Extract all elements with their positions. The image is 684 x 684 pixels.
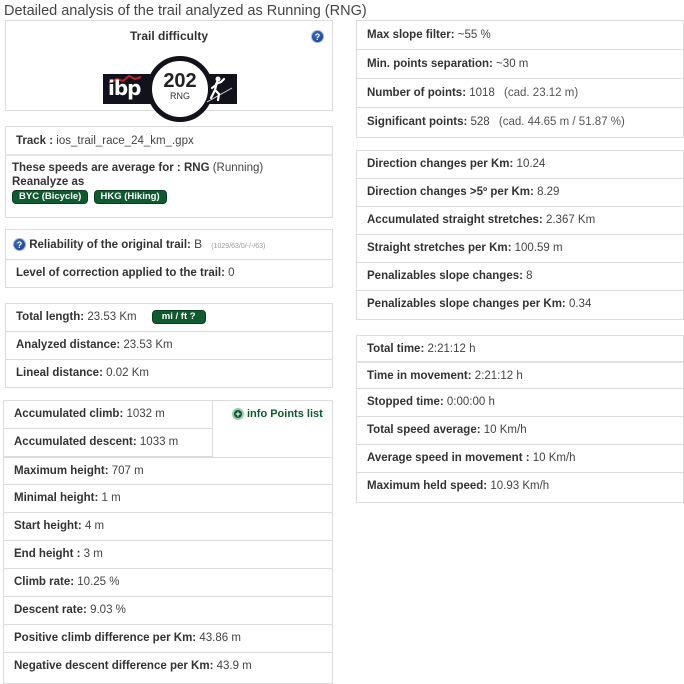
stopped-time-label: Stopped time:: [367, 396, 444, 408]
total-speed-average-label: Total speed average:: [367, 424, 481, 436]
elevation-row: [4, 541, 332, 569]
maximum-height-value: 707 m: [111, 465, 144, 477]
track-row: [6, 127, 332, 156]
accumulated-climb-value: 1032 m: [126, 408, 165, 420]
length-panel: [5, 303, 333, 388]
direction-row: [357, 235, 683, 263]
filter-row: [357, 108, 683, 137]
time-in-movement-label: Time in movement:: [367, 370, 472, 382]
direction-changes-5deg-label: Direction changes >5º per Km:: [367, 186, 534, 198]
difficulty-type: RNG: [170, 91, 190, 101]
negative-descent-per-km-value: 43.9 m: [216, 660, 252, 672]
reliability-value: B: [194, 237, 203, 251]
direction-changes-label: Direction changes per Km:: [367, 158, 514, 170]
stopped-time-value: 0:00:00 h: [446, 396, 495, 408]
accumulated-straight-label: Accumulated straight stretches:: [367, 214, 543, 226]
speeds-label: These speeds are average for :: [12, 162, 181, 174]
question-circle-icon[interactable]: ?: [13, 238, 26, 251]
question-circle-icon[interactable]: ?: [311, 30, 324, 43]
accumulated-straight-value: 2.367 Km: [545, 214, 596, 226]
total-length-row: [6, 304, 332, 332]
difficulty-score: 202: [163, 70, 197, 92]
reliability-detail: (1029/63/0/-/-/63): [211, 243, 266, 250]
correction-row: [6, 260, 332, 288]
correction-label: Level of correction applied to the trail:: [16, 267, 225, 279]
elevation-row: [4, 429, 213, 457]
page-title: Detailed analysis of the trail analyzed as Running (RNG): [4, 3, 367, 19]
speeds-code: RNG: [183, 162, 210, 174]
number-of-points-value: 1018: [469, 87, 495, 99]
ibp-difficulty-badge: [103, 56, 237, 122]
total-length-value: 23.53 Km: [87, 311, 137, 323]
accumulated-descent-value: 1033 m: [139, 436, 179, 448]
track-filename: ios_trail_race_24_km_.gpx: [56, 135, 194, 147]
elevation-row: [4, 457, 332, 485]
significant-points-value: 528: [470, 116, 490, 128]
total-speed-average-value: 10 Km/h: [483, 424, 527, 436]
end-height-label: End height :: [14, 548, 81, 560]
reliability-panel: [5, 229, 333, 288]
elevation-row: [4, 401, 213, 429]
climb-rate-label: Climb rate:: [14, 576, 75, 588]
filter-row: [357, 21, 683, 50]
maximum-held-speed-value: 10.93 Km/h: [490, 480, 550, 492]
timing-row: [357, 445, 683, 473]
straight-per-km-value: 100.59 m: [514, 242, 563, 254]
lineal-distance-label: Lineal distance:: [16, 367, 103, 379]
filter-row: [357, 79, 683, 108]
timing-row: [357, 363, 683, 389]
filters-panel: [356, 20, 684, 138]
info-points-list-label: info Points list: [247, 408, 323, 420]
runner-uphill-icon: [203, 74, 233, 104]
filter-row: [357, 50, 683, 79]
number-of-points-label: Number of points:: [367, 87, 467, 99]
average-speed-movement-label: Average speed in movement :: [367, 452, 530, 464]
elevation-row: [4, 625, 332, 653]
reanalyze-label: Reanalyze as: [12, 176, 85, 188]
min-points-separation-label: Min. points separation:: [367, 58, 493, 70]
positive-climb-per-km-value: 43.86 m: [199, 632, 241, 644]
min-points-separation-value: ~30 m: [496, 58, 529, 70]
time-in-movement-value: 2:21:12 h: [474, 370, 523, 382]
info-points-list-link[interactable]: [232, 408, 323, 420]
accumulated-descent-label: Accumulated descent:: [14, 436, 137, 448]
timing-row: [357, 417, 683, 445]
penalizable-slope-per-km-value: 0.34: [568, 298, 592, 310]
elevation-row: [4, 597, 332, 625]
analyzed-distance-label: Analyzed distance:: [16, 339, 121, 351]
track-label: Track :: [16, 135, 54, 147]
elevation-row: [4, 513, 332, 541]
penalizable-slope-label: Penalizables slope changes:: [367, 270, 523, 282]
direction-row: [357, 291, 683, 319]
direction-panel: [356, 150, 684, 320]
plus-circle-icon: +: [232, 408, 244, 420]
elevation-row: [4, 485, 332, 513]
significant-points-label: Significant points:: [367, 116, 468, 128]
speeds-section: [6, 156, 332, 204]
reanalyze-bicycle-button[interactable]: BYC (Bicycle): [12, 190, 88, 204]
minimal-height-label: Minimal height:: [14, 492, 99, 504]
direction-row: [357, 207, 683, 235]
maximum-held-speed-label: Maximum held speed:: [367, 480, 488, 492]
positive-climb-per-km-label: Positive climb difference per Km:: [14, 632, 197, 644]
timing-panel: [356, 335, 684, 503]
significant-points-cadence: (cad. 44.65 m / 51.87 %): [498, 116, 625, 128]
accumulated-climb-label: Accumulated climb:: [14, 408, 124, 420]
descent-rate-label: Descent rate:: [14, 604, 87, 616]
max-slope-filter-value: ~55 %: [457, 29, 491, 41]
elevation-row: [4, 653, 332, 681]
descent-rate-value: 9.03 %: [90, 604, 126, 616]
total-time-label: Total time:: [367, 343, 425, 355]
straight-per-km-label: Straight stretches per Km:: [367, 242, 512, 254]
analyzed-distance-row: [6, 332, 332, 360]
correction-value: 0: [228, 267, 235, 279]
average-speed-movement-value: 10 Km/h: [532, 452, 576, 464]
reliability-label: Reliability of the original trail:: [29, 239, 191, 251]
speeds-name: (Running): [212, 162, 264, 174]
direction-row: [357, 263, 683, 291]
reanalyze-hiking-button[interactable]: HKG (Hiking): [94, 190, 167, 204]
units-toggle-button[interactable]: mi / ft ?: [152, 310, 206, 324]
ibp-logo: ibp: [108, 76, 141, 100]
timing-row: [357, 473, 683, 501]
start-height-label: Start height:: [14, 520, 82, 532]
track-panel: [5, 126, 333, 218]
climb-rate-value: 10.25 %: [77, 576, 120, 588]
direction-changes-5deg-value: 8.29: [537, 186, 560, 198]
minimal-height-value: 1 m: [101, 492, 121, 504]
timing-row: [357, 336, 683, 363]
timing-row: [357, 389, 683, 417]
analyzed-distance-value: 23.53 Km: [123, 339, 173, 351]
start-height-value: 4 m: [84, 520, 105, 532]
total-length-label: Total length:: [16, 311, 85, 323]
elevation-panel: [3, 400, 333, 684]
difficulty-panel: [5, 20, 333, 111]
penalizable-slope-value: 8: [526, 270, 533, 282]
direction-row: [357, 151, 683, 179]
end-height-value: 3 m: [83, 548, 103, 560]
elevation-row: [4, 569, 332, 597]
total-time-value: 2:21:12 h: [427, 343, 476, 355]
difficulty-title: Trail difficulty: [129, 29, 208, 43]
maximum-height-label: Maximum height:: [14, 465, 109, 477]
penalizable-slope-per-km-label: Penalizables slope changes per Km:: [367, 298, 566, 310]
direction-changes-value: 10.24: [516, 158, 546, 170]
lineal-distance-value: 0.02 Km: [106, 367, 149, 379]
direction-row: [357, 179, 683, 207]
reliability-row: [6, 230, 332, 260]
number-of-points-cadence: (cad. 23.12 m): [504, 87, 579, 99]
max-slope-filter-label: Max slope filter:: [367, 29, 455, 41]
negative-descent-per-km-label: Negative descent difference per Km:: [14, 660, 214, 672]
lineal-distance-row: [6, 360, 332, 388]
